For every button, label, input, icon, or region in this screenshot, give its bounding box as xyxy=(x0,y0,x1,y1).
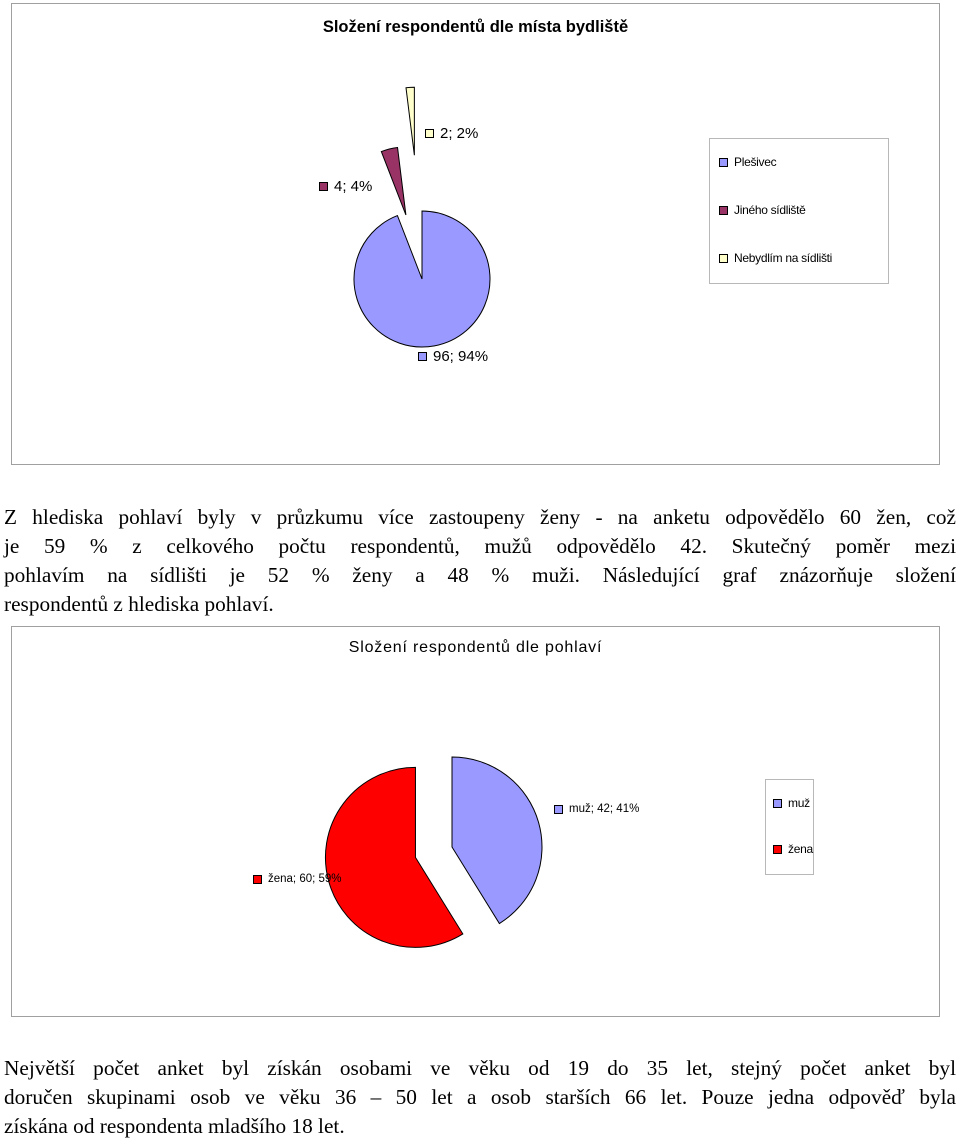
legend-residence xyxy=(709,138,889,284)
legend-item-zena xyxy=(773,842,813,856)
swatch-jineho xyxy=(319,182,328,191)
legend-label: Nebydlím na sídlišti xyxy=(734,251,833,265)
chart-title: Složení respondentů dle pohlaví xyxy=(348,639,603,656)
legend-item-nebydlim xyxy=(719,251,832,265)
paragraph-line: Z hlediska pohlaví byly v průzkumu více zastoupeny ženy - na anketu odpovědělo 60 žen, což xyxy=(4,505,956,529)
chart-title: Složení respondentů dle místa bydliště xyxy=(322,18,629,36)
swatch-nebydlim xyxy=(425,129,434,138)
data-label-zena xyxy=(253,873,342,885)
pie-slice-muz xyxy=(452,757,542,924)
pie-slice-nebydlim-na-sidlisti xyxy=(406,87,414,155)
legend-label: Jiného sídliště xyxy=(734,203,806,217)
data-label-nebydlim xyxy=(425,125,478,142)
data-label-text: muž; 42; 41% xyxy=(569,803,640,815)
legend-swatch xyxy=(773,799,782,808)
chart-residence xyxy=(11,3,940,465)
paragraph-line: získána od respondenta mladšího 18 let. xyxy=(4,1114,345,1138)
data-label-text: žena; 60; 59% xyxy=(268,873,342,885)
data-label-text: 96; 94% xyxy=(433,348,489,365)
swatch-plesivec xyxy=(418,352,427,361)
legend-swatch xyxy=(719,254,728,263)
paragraph-line: pohlavím na sídlišti je 52 % ženy a 48 % muži. Následující graf znázorňuje složení xyxy=(4,563,956,587)
pie-slice-jineho-sidliste xyxy=(381,148,406,215)
data-label-text: 4; 4% xyxy=(334,178,373,195)
data-label-text: 2; 2% xyxy=(440,125,479,142)
paragraph-line: je 59 % z celkového počtu respondentů, mužů odpovědělo 42. Skutečný poměr mezi xyxy=(4,534,956,558)
paragraph-line: Největší počet anket byl získán osobami ve věku od 19 do 35 let, stejný počet anket byl xyxy=(4,1056,956,1080)
data-label-plesivec xyxy=(418,348,488,365)
chart-gender xyxy=(11,626,940,1017)
paragraph-line: respondentů z hlediska pohlaví. xyxy=(4,592,274,616)
paragraph-age xyxy=(4,1054,956,1141)
legend-label: muž xyxy=(788,796,810,810)
pie-slice-plesivec xyxy=(354,211,490,347)
swatch-zena xyxy=(253,875,262,884)
legend-item-plesivec xyxy=(719,155,776,169)
legend-swatch xyxy=(719,206,728,215)
legend-label: žena xyxy=(788,842,813,856)
paragraph-line: doručen skupinami osob ve věku 36 – 50 let a osob starších 66 let. Pouze jedna odpověď byla xyxy=(4,1085,956,1109)
data-label-jineho xyxy=(319,178,372,195)
legend-swatch xyxy=(773,845,782,854)
pie-slice-zena xyxy=(325,767,462,947)
paragraph-gender-intro xyxy=(4,503,956,619)
legend-swatch xyxy=(719,158,728,167)
swatch-muz xyxy=(554,805,563,814)
legend-label: Plešivec xyxy=(734,155,777,169)
legend-item-jineho xyxy=(719,203,806,217)
data-label-muz xyxy=(554,803,639,815)
legend-item-muz xyxy=(773,796,810,810)
legend-gender xyxy=(765,779,814,875)
